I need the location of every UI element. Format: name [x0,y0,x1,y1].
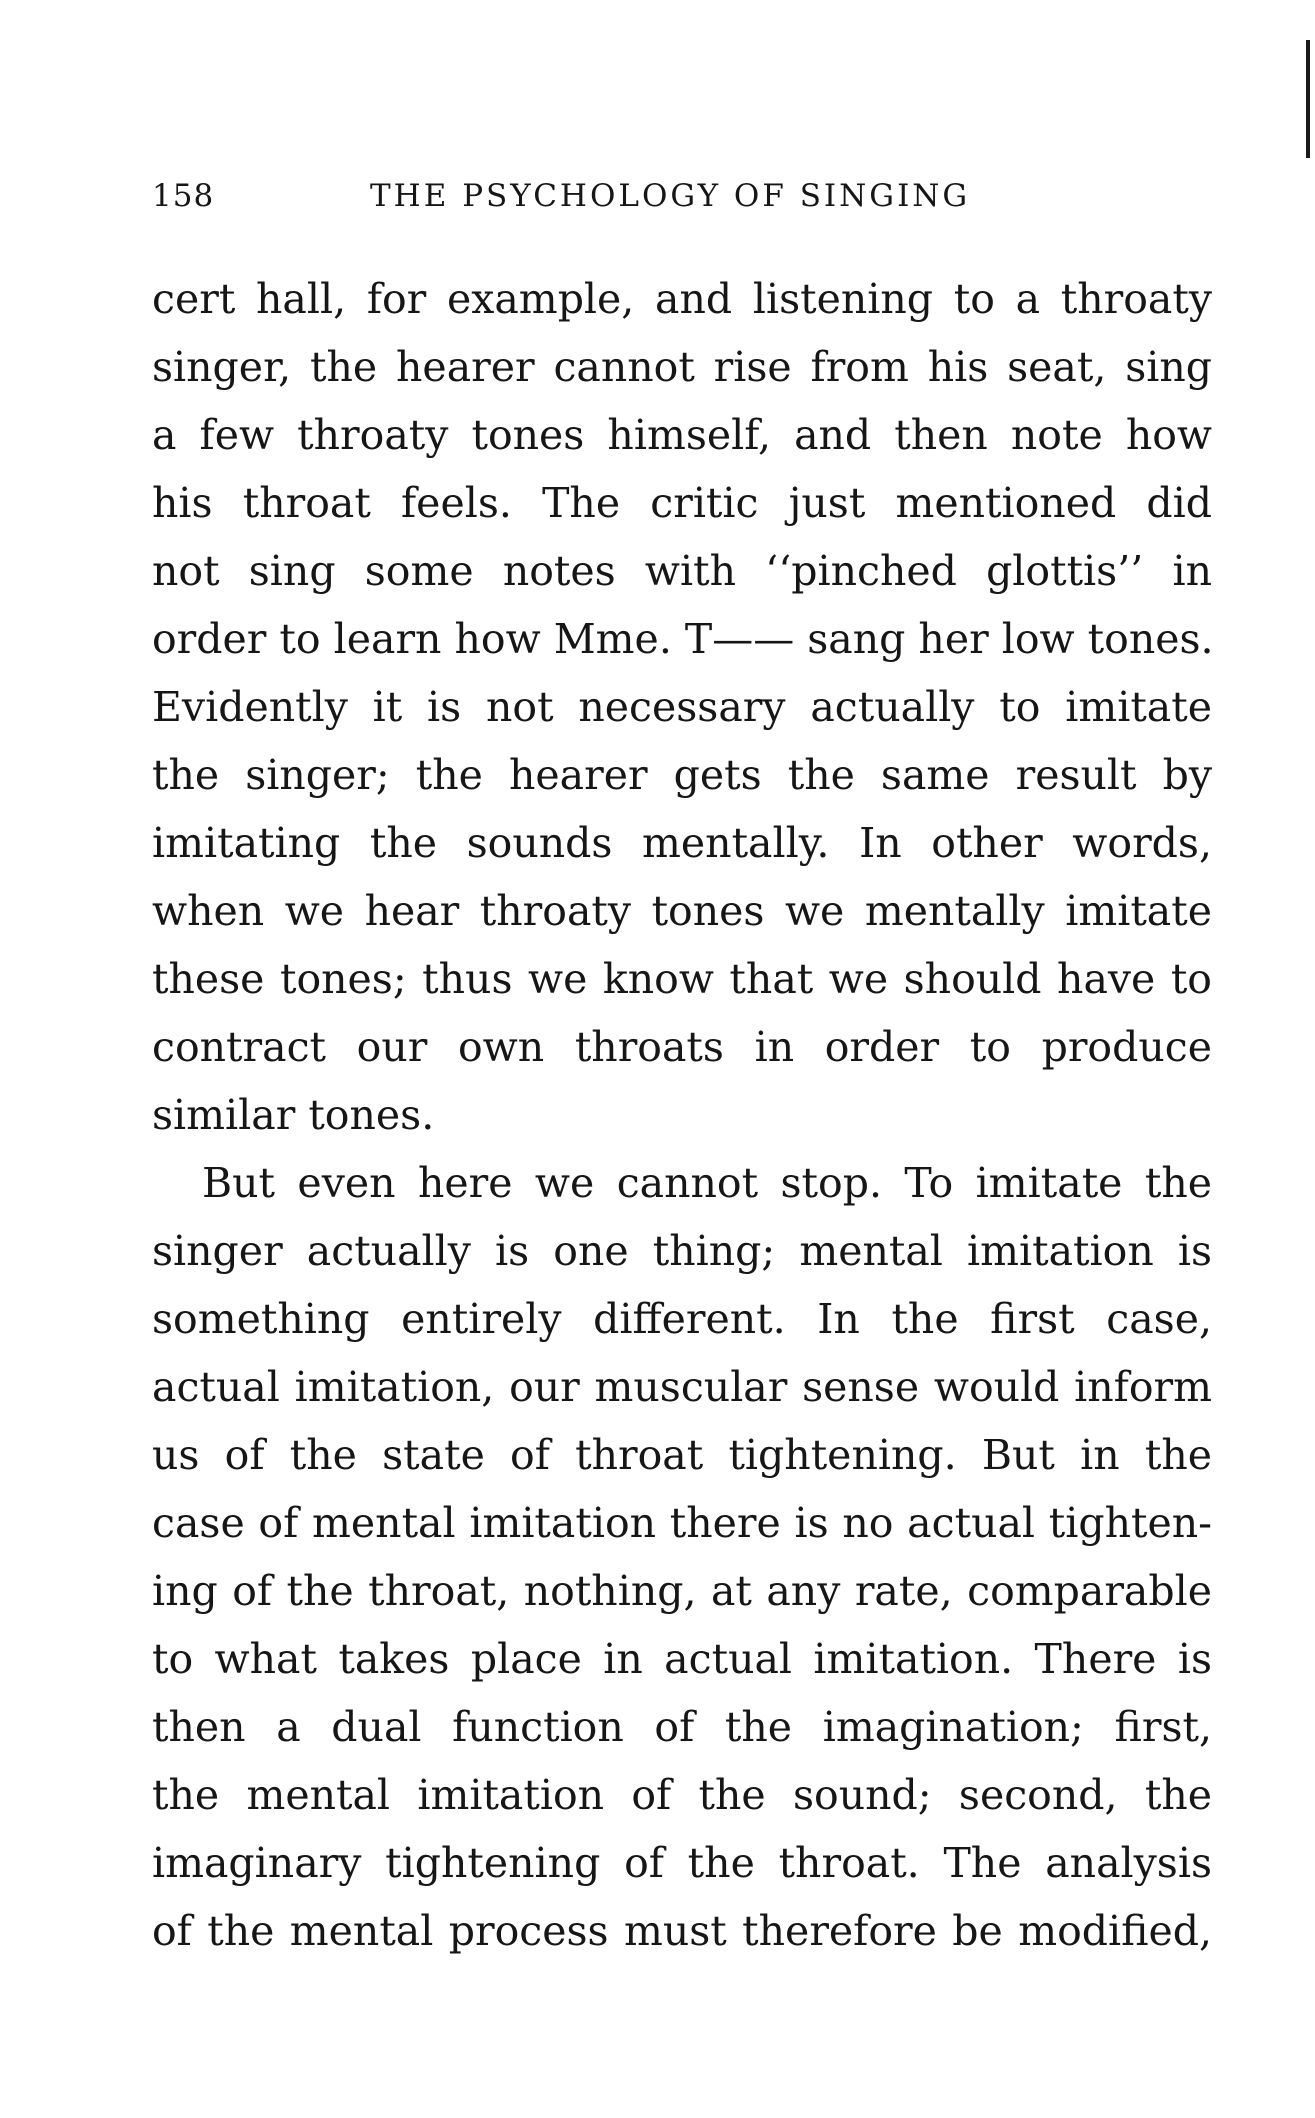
page-header [152,178,992,218]
text-line: his throat feels. The critic just mentioned did [152,479,1212,527]
text-line: similar tones. [152,1091,435,1139]
page-number: 158 [152,178,215,214]
text-line: then a dual function of the imagination; first, [152,1703,1212,1751]
text-line: Evidently it is not necessary actually to imitate [152,683,1212,731]
body-text [152,265,1212,1965]
text-line: contract our own throats in order to produce [152,1023,1212,1071]
text-line: to what takes place in actual imitation. There is [152,1635,1212,1683]
text-line: these tones; thus we know that we should have to [152,955,1212,1003]
text-line: something entirely different. In the first case, [152,1295,1212,1343]
text-line: when we hear throaty tones we mentally imitate [152,887,1212,935]
running-head: THE PSYCHOLOGY OF SINGING [370,178,971,214]
text-line: the singer; the hearer gets the same result by [152,751,1212,799]
text-line: imaginary tightening of the throat. The analysis [152,1839,1212,1887]
text-line: not sing some notes with ‘‘pinched glottis’’ in [152,547,1212,595]
text-line: order to learn how Mme. T—— sang her low tones. [152,615,1214,663]
text-line: of the mental process must therefore be modified, [152,1907,1212,1955]
text-line: ing of the throat, nothing, at any rate, comparable [152,1567,1212,1615]
text-line: case of mental imitation there is no actual tighten- [152,1499,1212,1547]
text-line: singer, the hearer cannot rise from his seat, sing [152,343,1212,391]
text-line: cert hall, for example, and listening to a throaty [152,275,1212,323]
text-line: us of the state of throat tightening. But in the [152,1431,1212,1479]
page-edge-mark [1306,40,1310,158]
paragraph-start-line: But even here we cannot stop. To imitate the [202,1159,1212,1207]
text-line: the mental imitation of the sound; second, the [152,1771,1212,1819]
text-line: singer actually is one thing; mental imitation is [152,1227,1212,1275]
text-line: imitating the sounds mentally. In other words, [152,819,1212,867]
text-line: actual imitation, our muscular sense would inform [152,1363,1212,1411]
text-line: a few throaty tones himself, and then note how [152,411,1212,459]
